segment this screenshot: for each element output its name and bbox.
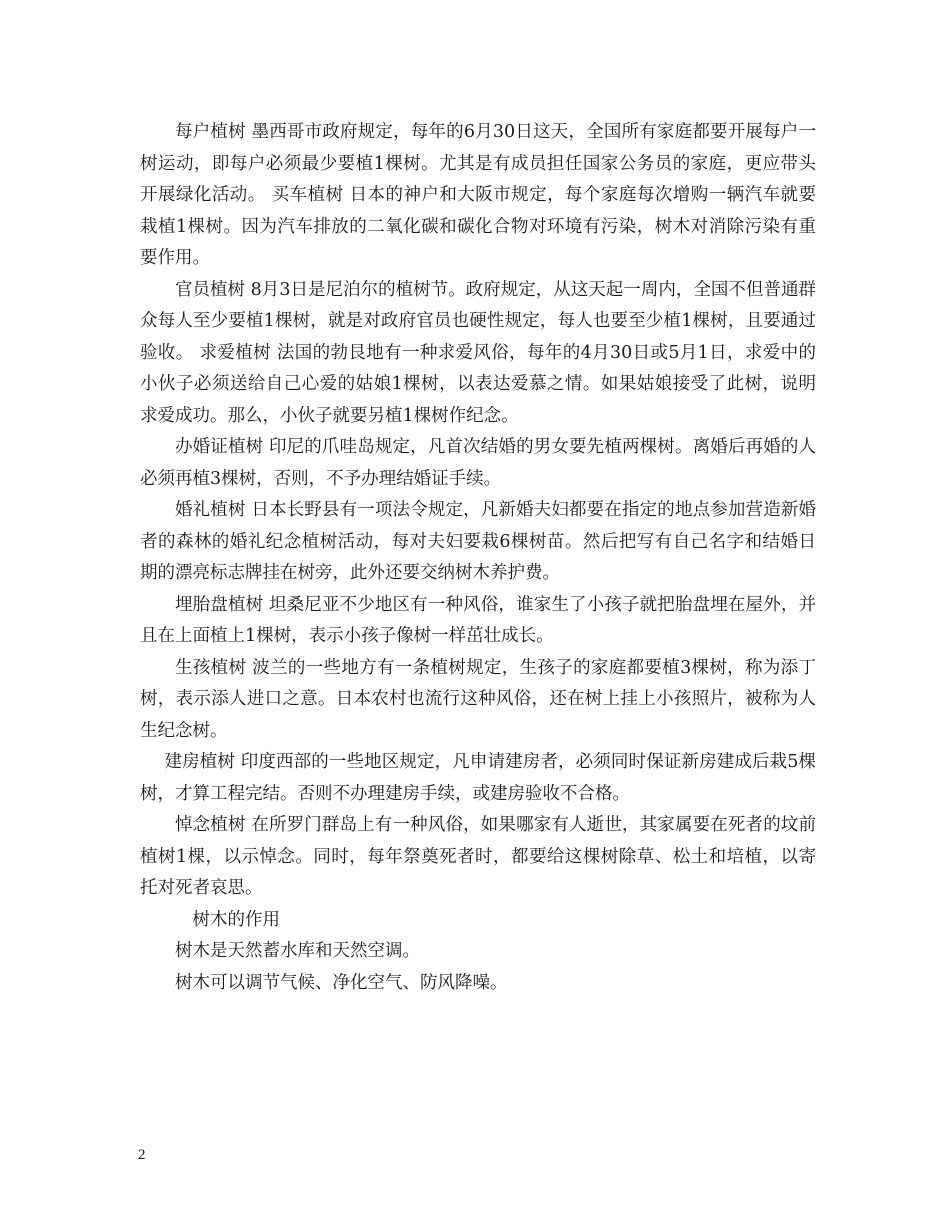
document-body — [140, 117, 816, 999]
paragraph-tree-function-climate: 树木可以调节气候、净化空气、防风降噪。 — [175, 972, 508, 993]
paragraph-childbirth-planting: 生孩植树 波兰的一些地方有一条植树规定，生孩子的家庭都要植3棵树，称为添丁树，表示添人进口之意。日本农村也流行这种风俗，还在树上挂上小孩照片，被称为人生纪念树。 — [140, 657, 816, 741]
section-heading-tree-functions: 树木的作用 — [192, 909, 280, 930]
paragraph-tree-function-reservoir: 树木是天然蓄水库和天然空调。 — [175, 941, 420, 961]
paragraph-household-and-car-planting: 每户植树 墨西哥市政府规定，每年的6月30日这天，全国所有家庭都要开展每户一树运动，即每户必须最少要植1棵树。尤其是有成员担任国家公务员的家庭，更应带头开展绿化活动。 买车植树 日本的神户和大阪市规定，每个家庭每次增购一辆汽车就要栽植1棵树。因为汽车排放的二氧化碳和碳化合物对环境有污染，树木对消除污染有重要作用。 — [140, 122, 816, 268]
paragraph-placenta-planting: 埋胎盘植树 坦桑尼亚不少地区有一种风俗，谁家生了小孩子就把胎盘埋在屋外，并且在上面植上1棵树，表示小孩子像树一样茁壮成长。 — [140, 594, 816, 646]
paragraph-official-and-courtship-planting: 官员植树 8月3日是尼泊尔的植树节。政府规定，从这天起一周内，全国不但普通群众每人至少要植1棵树，就是对政府官员也硬性规定，每人也要至少植1棵树，且要通过验收。 求爱植树 法国的勃艮地有一种求爱风俗，每年的4月30日或5月1日，求爱中的小伙子必须送给自己心爱的姑娘1棵树，以表达爱慕之情。如果姑娘接受了此树，说明求爱成功。那么，小伙子就要另植1棵树作纪念。 — [140, 279, 816, 426]
paragraph-marriage-certificate-planting: 办婚证植树 印尼的爪哇岛规定，凡首次结婚的男女要先植两棵树。离婚后再婚的人必须再植3棵树，否则，不予办理结婚证手续。 — [140, 437, 816, 489]
paragraph-house-building-planting: 建房植树 印度西部的一些地区规定，凡申请建房者，必须同时保证新房建成后栽5棵树，才算工程完结。否则不办理建房手续，或建房验收不合格。 — [140, 752, 816, 804]
page-number: 2 — [138, 1147, 146, 1163]
paragraph-wedding-planting: 婚礼植树 日本长野县有一项法令规定，凡新婚夫妇都要在指定的地点参加营造新婚者的森林的婚礼纪念植树活动，每对夫妇要栽6棵树苗。然后把写有自己名字和结婚日期的漂亮标志牌挂在树旁，此外还要交纳树木养护费。 — [140, 500, 816, 583]
paragraph-memorial-planting: 悼念植树 在所罗门群岛上有一种风俗，如果哪家有人逝世，其家属要在死者的坟前植树1棵，以示悼念。同时，每年祭奠死者时，都要给这棵树除草、松土和培植，以寄托对死者哀思。 — [140, 815, 816, 898]
